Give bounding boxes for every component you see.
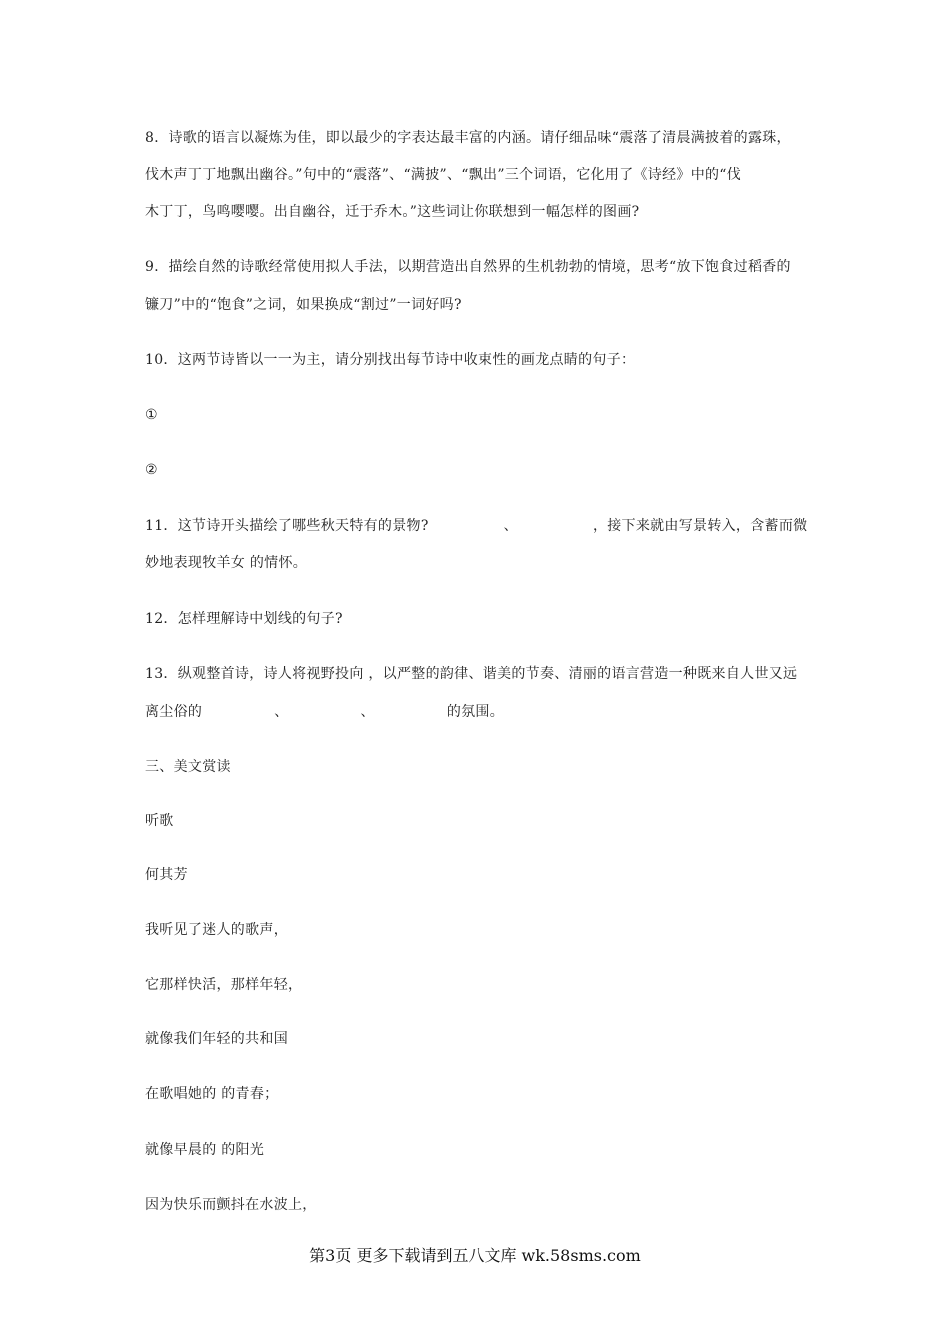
question-8-line-3: 木丁丁，鸟鸣嘤嘤。出自幽谷，迁于乔木。”这些词让你联想到一幅怎样的图画? — [145, 204, 640, 220]
poem-author: 何其芳 — [145, 867, 188, 883]
question-8-line-1: 8．诗歌的语言以凝炼为佳，即以最少的字表达最丰富的内涵。请仔细品味“震落了清晨满披着的露珠， — [145, 130, 791, 146]
poem-line: 因为快乐而颤抖在水波上， — [145, 1197, 317, 1213]
poem-line: 就像早晨的 的阳光 — [145, 1142, 265, 1158]
question-13-separator-1: 、 — [274, 704, 289, 720]
question-10-answer-marker-2: ② — [145, 462, 158, 478]
question-13-suffix: 的氛围。 — [446, 704, 505, 720]
poem-line: 在歌唱她的 的青春； — [145, 1086, 279, 1102]
question-11-line-2: 妙地表现牧羊女 的情怀。 — [145, 555, 308, 571]
question-13-line-2 — [145, 702, 825, 722]
poem-line: 我听见了迷人的歌声， — [145, 922, 288, 938]
page-footer: 第3页 更多下载请到五八文库 wk.58sms.com — [309, 1246, 641, 1265]
poem-line: 它那样快活，那样年轻， — [145, 977, 303, 993]
question-11-separator: 、 — [503, 518, 518, 534]
question-10-line-1: 10．这两节诗皆以一一为主，请分别找出每节诗中收束性的画龙点睛的句子： — [145, 352, 636, 368]
poem-title: 听歌 — [145, 813, 174, 829]
question-11-line-1 — [145, 516, 825, 536]
question-9-line-2: 镰刀”中的“饱食”之词，如果换成“割过”一词好吗? — [145, 297, 462, 313]
question-9-line-1: 9．描绘自然的诗歌经常使用拟人手法，以期营造出自然界的生机勃勃的情境，思考“放下饱食过稻香的 — [145, 259, 791, 275]
poem-line: 就像我们年轻的共和国 — [145, 1031, 288, 1047]
question-13-separator-2: 、 — [360, 704, 375, 720]
question-13-line-1: 13．纵观整首诗，诗人将视野投向 ，以严整的韵律、谐美的节奏、清丽的语言营造一种既来自人世又远 — [145, 666, 798, 682]
question-8-line-2: 伐木声丁丁地飘出幽谷。”句中的“震落”、“满披”、“飘出”三个词语，它化用了《诗经》中的“伐 — [145, 167, 742, 183]
question-10-answer-marker-1: ① — [145, 407, 158, 423]
question-12-line-1: 12．怎样理解诗中划线的句子? — [145, 611, 343, 627]
question-11-prompt: 11．这节诗开头描绘了哪些秋天特有的景物? — [145, 518, 429, 534]
question-13-prefix: 离尘俗的 — [145, 704, 203, 720]
section-heading: 三、美文赏读 — [145, 759, 231, 775]
question-11-continuation: ，接下来就由写景转入，含蓄而微 — [592, 518, 808, 534]
